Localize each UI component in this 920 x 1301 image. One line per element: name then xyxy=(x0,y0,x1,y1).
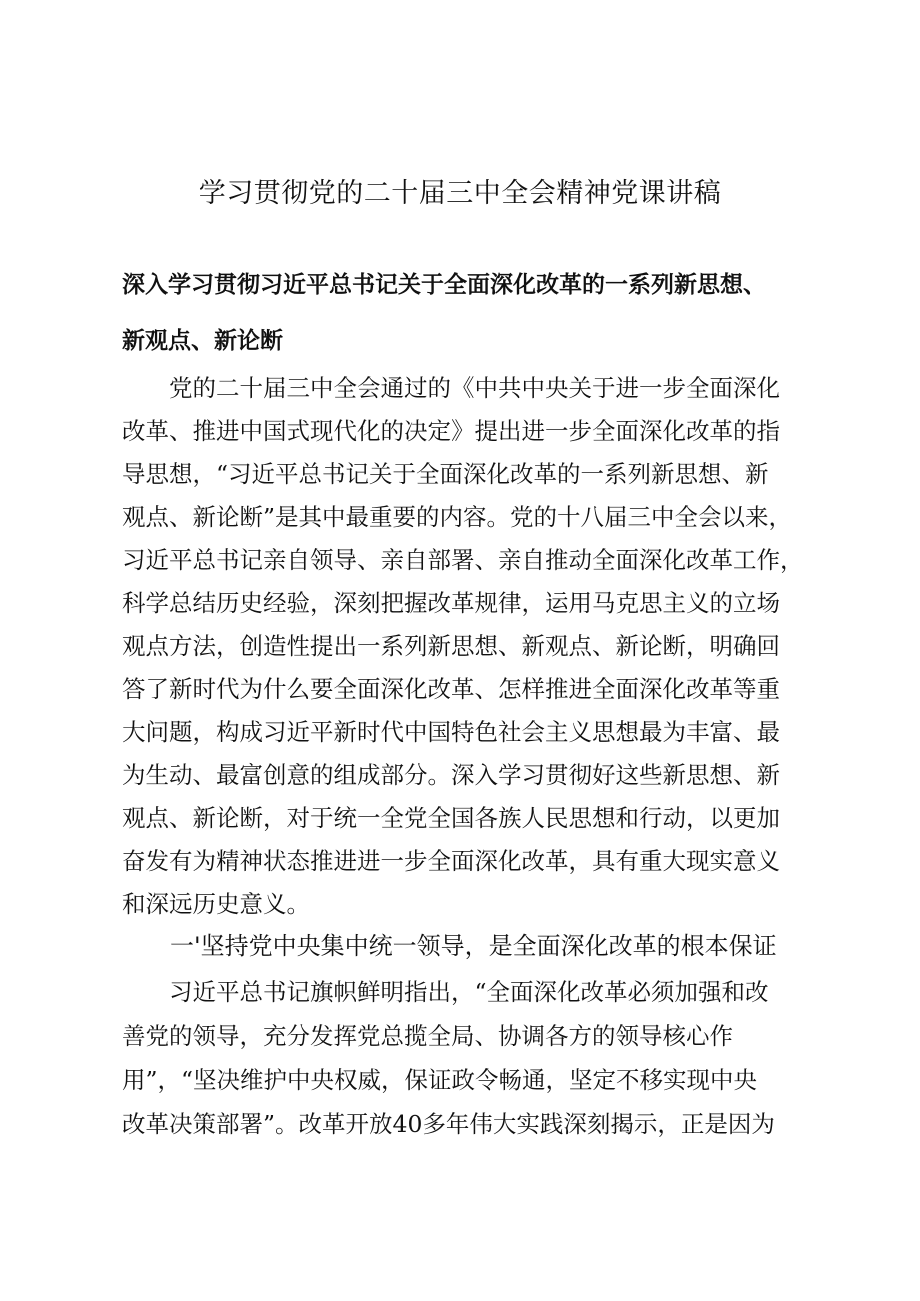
paragraph-line: 科学总结历史经验，深刻把握改革规律，运用马克思主义的立场 xyxy=(122,589,780,617)
paragraph-line: 奋发有为精神状态推进进一步全面深化改革，具有重大现实意义 xyxy=(122,847,780,875)
paragraph-line: 改革、推进中国式现代化的决定》提出进一步全面深化改革的指 xyxy=(122,417,780,445)
paragraph-line: 习近平总书记旗帜鲜明指出，“全面深化改革必须加强和改 xyxy=(122,978,769,1006)
section-heading: 一'坚持党中央集中统一领导，是全面深化改革的根本保证 xyxy=(170,932,777,960)
paragraph-line: 大问题，构成习近平新时代中国特色社会主义思想最为丰富、最 xyxy=(122,718,780,746)
paragraph-line: 观点、新论断，对于统一全党全国各族人民思想和行动，以更加 xyxy=(122,804,780,832)
paragraph-line: 答了新时代为什么要全面深化改革、怎样推进全面深化改革等重 xyxy=(122,675,780,703)
paragraph-line: 导思想，“习近平总书记关于全面深化改革的一系列新思想、新 xyxy=(122,460,769,488)
subtitle-line-2: 新观点、新论断 xyxy=(122,328,283,354)
paragraph-line: 习近平总书记亲自领导、亲自部署、亲自推动全面深化改革工作， xyxy=(122,546,804,574)
paragraph-line: 和深远历史意义。 xyxy=(122,890,310,918)
paragraph-line: 为生动、最富创意的组成部分。深入学习贯彻好这些新思想、新 xyxy=(122,761,780,789)
document-title: 学习贯彻党的二十届三中全会精神党课讲稿 xyxy=(198,178,722,209)
paragraph-line: 改革决策部署”。改革开放40多年伟大实践深刻揭示，正是因为 xyxy=(122,1110,775,1138)
section-subtitle xyxy=(122,265,822,354)
paragraph-line: 观点方法，创造性提出一系列新思想、新观点、新论断，明确回 xyxy=(122,632,780,660)
paragraph-line: 善党的领导，充分发挥党总揽全局、协调各方的领导核心作 xyxy=(122,1022,733,1050)
subtitle-line-1: 深入学习贯彻习近平总书记关于全面深化改革的一系列新思想、 xyxy=(122,272,766,298)
paragraph-line: 党的二十届三中全会通过的《中共中央关于进一步全面深化 xyxy=(122,374,780,402)
paragraph-line: 用”，“坚决维护中央权威，保证政令畅通，坚定不移实现中央 xyxy=(122,1066,758,1094)
paragraph-line: 观点、新论断”是其中最重要的内容。党的十八届三中全会以来， xyxy=(122,503,793,531)
